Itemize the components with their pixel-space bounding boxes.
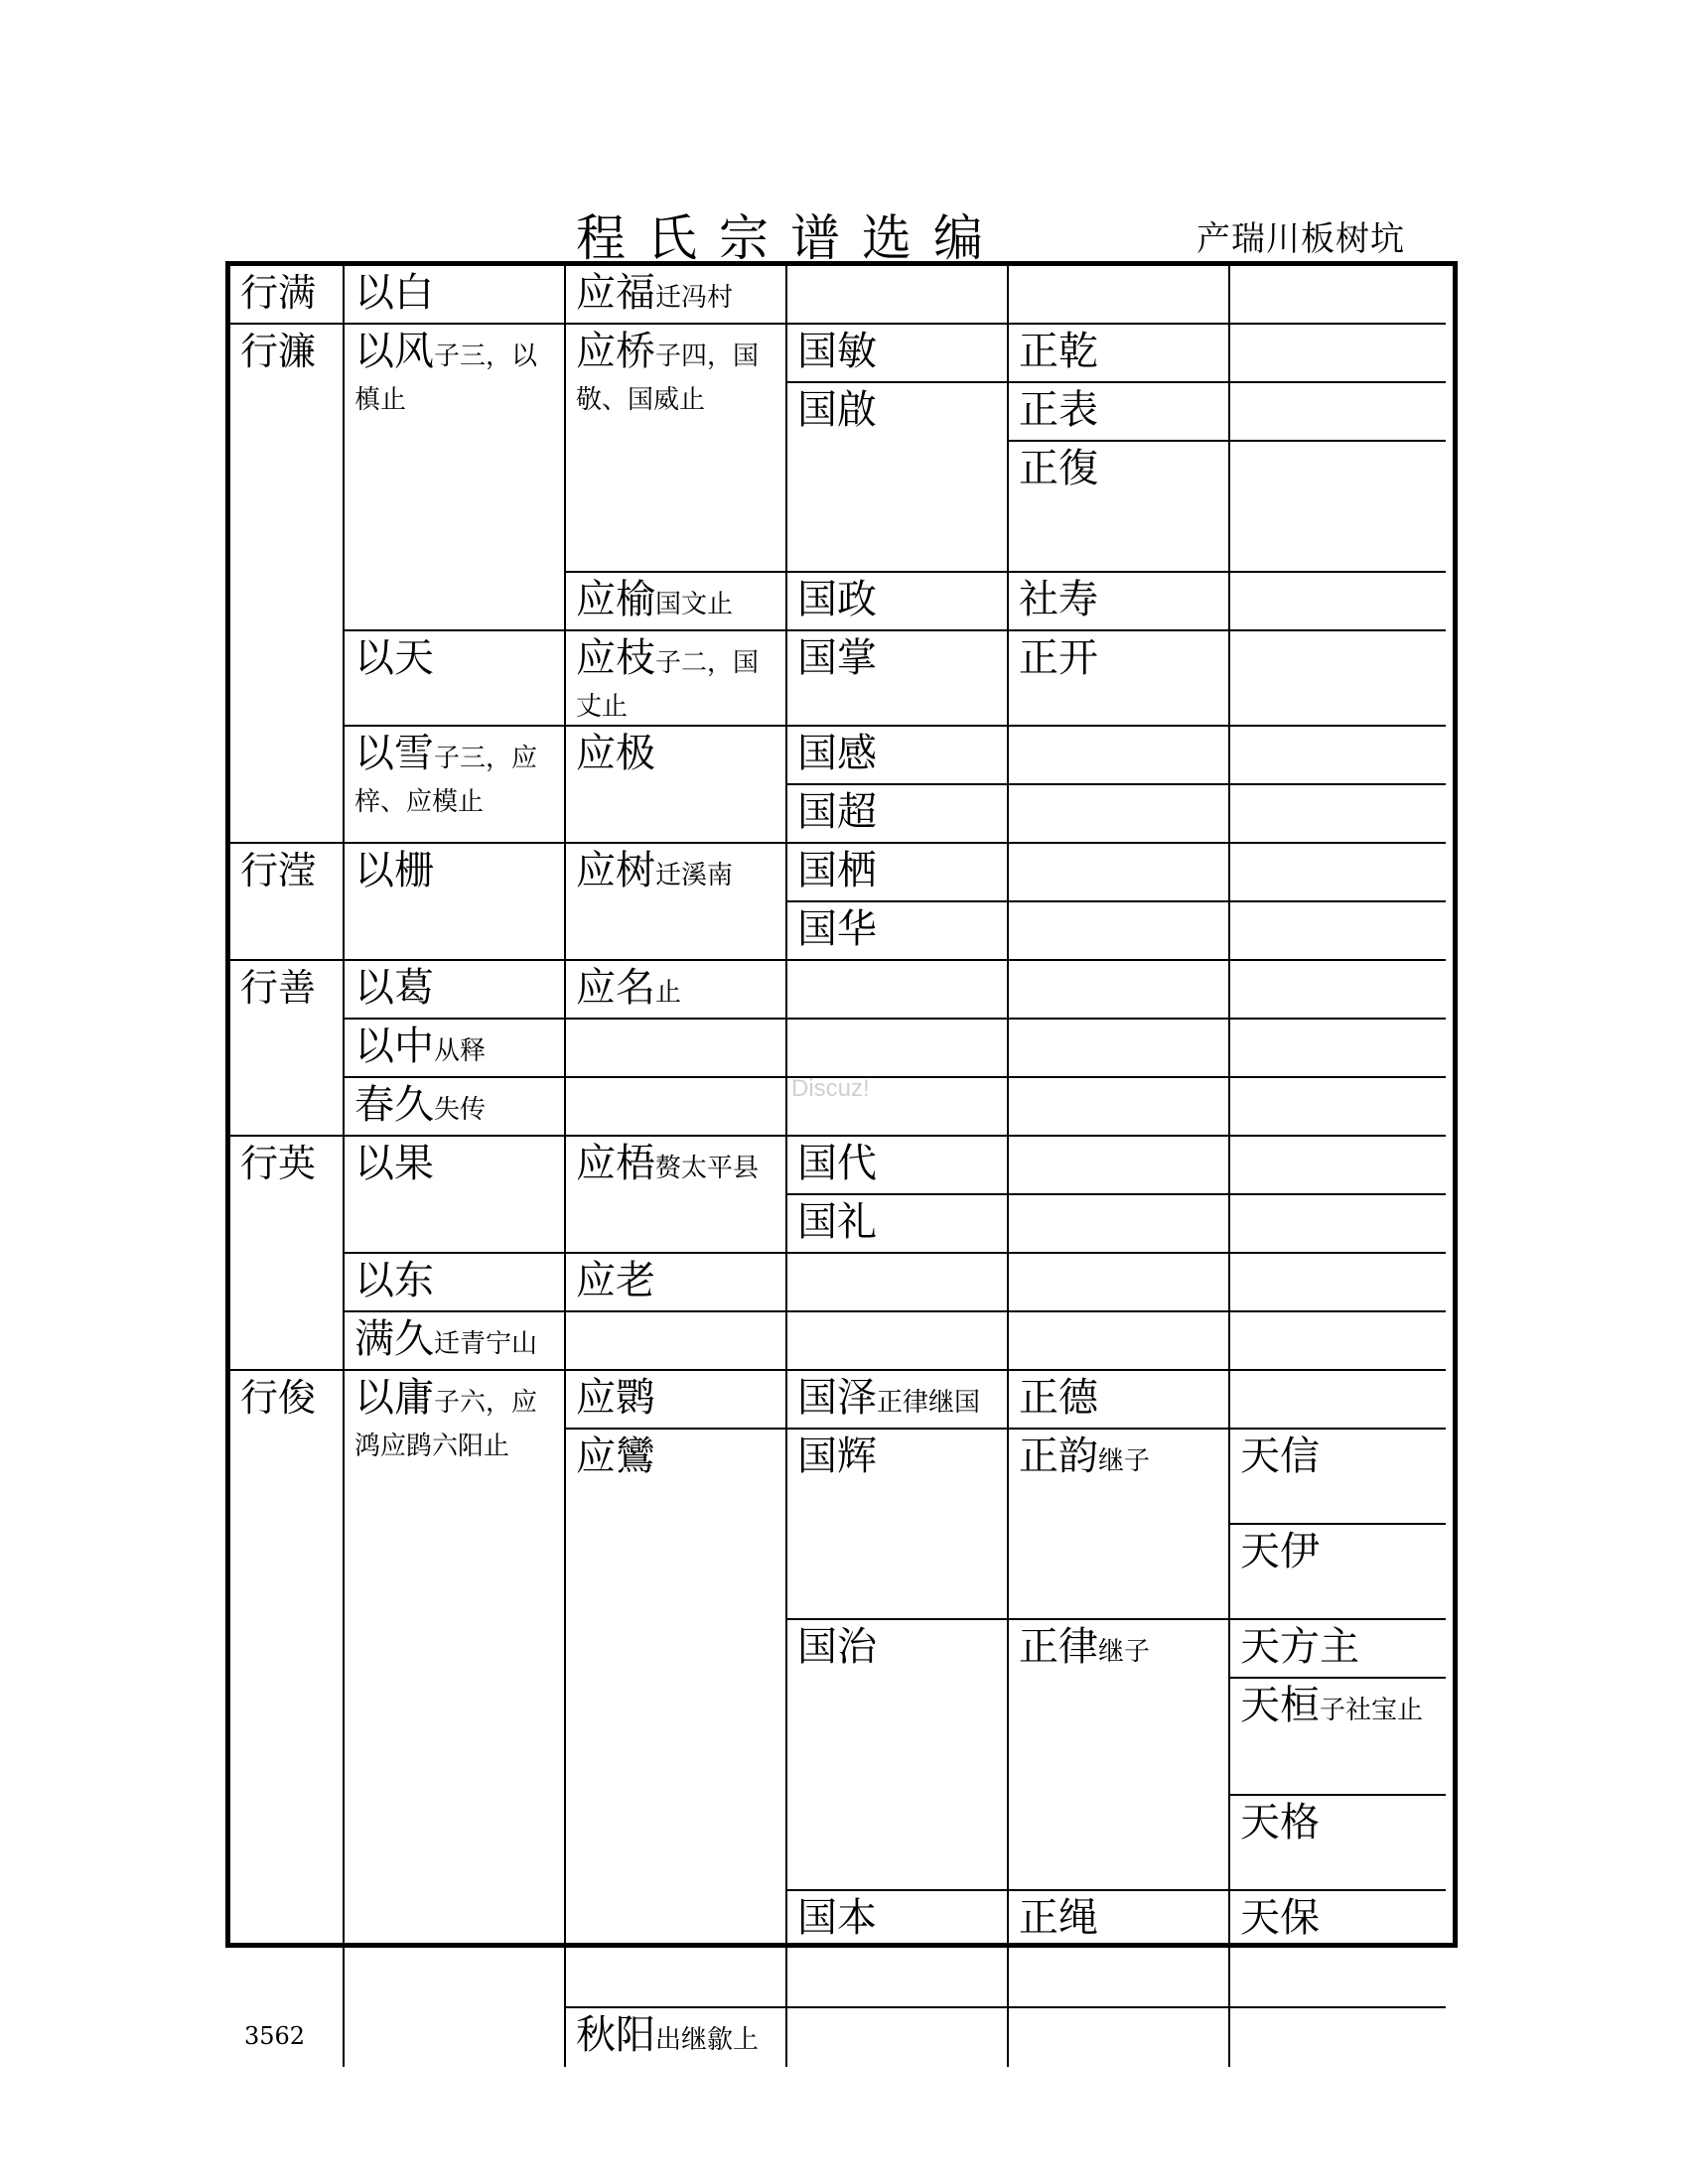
table-cell [345,1312,566,1371]
table-cell [566,2008,787,2067]
person-note: 赘太平县 [655,1154,760,1183]
person-name: 国感 [797,731,877,776]
table-cell [566,727,787,844]
table-cell [345,1078,566,1137]
person-name: 国敏 [797,329,877,374]
person-note: 迁冯村 [655,283,734,313]
table-cell [787,961,1009,1020]
table-cell [1230,1020,1446,1078]
table-cell [345,325,566,631]
person-name: 国泽 [797,1375,877,1421]
table-cell [787,1891,1009,2008]
table-cell [787,1254,1009,1312]
table-cell [1230,1620,1446,1679]
table-cell [1230,727,1446,785]
person-name: 行英 [240,1142,317,1185]
table-cell [1009,631,1230,727]
person-name: 正表 [1019,387,1098,433]
person-name: 以栅 [354,848,434,893]
table-cell [1230,631,1446,727]
generation-cell [230,961,345,1137]
person-name: 行俊 [240,1376,317,1420]
table-cell [1009,1195,1230,1254]
person-name: 社寿 [1019,577,1098,622]
table-cell [1230,844,1446,902]
table-cell [566,1430,787,2008]
table-cell [1009,1620,1230,1891]
person-name: 应鸞 [576,1433,655,1479]
table-cell [566,844,787,961]
table-cell [566,961,787,1020]
table-cell [1230,1195,1446,1254]
table-cell [1230,1430,1446,1525]
table-cell [1230,1525,1446,1620]
person-name: 以庸 [354,1375,434,1421]
table-cell [787,844,1009,902]
person-note: 出继歙上 [655,2025,760,2055]
person-name: 应树 [576,848,655,893]
table-cell [1009,1891,1230,2008]
table-cell [1009,1020,1230,1078]
table-cell [1230,1137,1446,1195]
table-cell [787,383,1009,573]
table-cell [566,1078,787,1137]
table-cell [787,266,1009,325]
table-cell [1230,325,1446,383]
person-name: 应极 [576,731,655,776]
person-note: 子三，应梓、应模止 [354,744,538,817]
table-cell [1009,961,1230,1020]
table-cell [1230,1312,1446,1371]
table-cell [345,1020,566,1078]
person-name: 应老 [576,1258,655,1303]
person-note: 失传 [434,1095,487,1125]
person-name: 国超 [797,789,877,835]
table-cell [787,631,1009,727]
generation-cell [230,1137,345,1371]
table-cell [1230,961,1446,1020]
person-name: 以果 [354,1141,434,1186]
table-cell [566,1137,787,1254]
person-note: 继子 [1098,1637,1151,1667]
page-number: 3562 [244,2022,306,2050]
table-cell [566,631,787,727]
table-cell [345,631,566,727]
table-cell [1009,1254,1230,1312]
table-cell [1009,442,1230,573]
table-cell [345,961,566,1020]
person-note: 迁青宁山 [434,1329,538,1359]
table-cell [1230,383,1446,442]
person-name: 正德 [1019,1375,1098,1421]
person-name: 以东 [354,1258,434,1303]
table-cell [1230,573,1446,631]
table-cell [787,1137,1009,1195]
generation-cell [230,266,345,325]
table-cell [1230,1891,1446,2008]
page-subtitle: 产瑞川板树坑 [1196,219,1405,259]
person-name: 正復 [1019,446,1098,491]
table-cell [1230,902,1446,961]
table-cell [1009,727,1230,785]
table-cell [787,1195,1009,1254]
person-note: 国文止 [655,590,734,619]
table-cell [1230,785,1446,844]
table-cell [1009,325,1230,383]
generation-cell [230,325,345,844]
person-name: 春久 [354,1082,434,1128]
generation-cell [230,844,345,961]
person-name: 正绳 [1019,1895,1098,1941]
table-cell [1009,573,1230,631]
table-cell [1230,1254,1446,1312]
person-name: 应枝 [576,635,655,681]
person-name: 天桓 [1240,1683,1320,1728]
table-cell [787,573,1009,631]
person-note: 子四，国敬、国威止 [576,341,760,415]
person-name: 应鹮 [576,1375,655,1421]
person-name: 以天 [354,635,434,681]
table-cell [787,1371,1009,1430]
person-name: 国治 [797,1624,877,1670]
table-cell [345,844,566,961]
table-cell [1009,1430,1230,1620]
table-cell [1009,844,1230,902]
person-name: 满久 [354,1316,434,1362]
generation-cell [230,1371,345,2067]
person-name: 以白 [354,270,434,316]
table-cell [1009,1137,1230,1195]
table-cell [1230,442,1446,573]
table-cell [566,573,787,631]
table-cell [1009,1078,1230,1137]
person-name: 应名 [576,965,655,1011]
person-note: 从释 [434,1036,487,1066]
watermark: Discuz! [791,1075,870,1102]
page-title: 程氏宗谱选编 [576,209,1005,267]
person-name: 国华 [797,906,877,952]
person-name: 国栖 [797,848,877,893]
person-note: 迁溪南 [655,861,734,890]
table-cell [787,727,1009,785]
table-cell [345,1254,566,1312]
table-cell [1009,1371,1230,1430]
table-cell [1230,1371,1446,1430]
person-name: 正开 [1019,635,1098,681]
person-name: 以雪 [354,731,434,776]
person-note: 子二，国丈止 [576,648,760,722]
table-cell [1009,266,1230,325]
person-name: 天信 [1240,1433,1320,1479]
person-note: 子三，以槙止 [354,341,538,415]
table-cell [787,1312,1009,1371]
person-name: 以中 [354,1024,434,1069]
table-cell [566,1371,787,1430]
person-name: 以风 [354,329,434,374]
table-cell [787,325,1009,383]
person-name: 正乾 [1019,329,1098,374]
table-cell [345,266,566,325]
table-cell [787,902,1009,961]
table-cell [345,1137,566,1254]
person-name: 正韵 [1019,1433,1098,1479]
person-note: 止 [655,978,682,1008]
person-name: 国代 [797,1141,877,1186]
table-cell [787,785,1009,844]
table-cell [1230,1679,1446,1796]
person-name: 国啟 [797,387,877,433]
person-name: 行善 [240,966,317,1010]
table-cell [1009,1312,1230,1371]
table-cell [787,1430,1009,1620]
person-name: 应桥 [576,329,655,374]
table-cell [566,325,787,573]
person-name: 国本 [797,1895,877,1941]
person-note: 子六，应鸿应鹍六阳止 [354,1388,538,1461]
person-name: 应榆 [576,577,655,622]
person-name: 天方主 [1240,1624,1359,1670]
person-name: 正律 [1019,1624,1098,1670]
person-name: 天伊 [1240,1529,1320,1574]
person-note: 正律继国 [877,1388,981,1418]
person-name: 天保 [1240,1895,1320,1941]
table-cell [345,1371,566,2067]
table-cell [1009,383,1230,442]
table-cell [345,727,566,844]
table-cell [787,1620,1009,1891]
person-name: 行滢 [240,849,317,892]
table-cell [1230,266,1446,325]
table-cell [1009,785,1230,844]
table-cell [787,1020,1009,1078]
table-cell [1009,902,1230,961]
person-name: 天格 [1240,1800,1320,1845]
person-name: 以葛 [354,965,434,1011]
person-name: 国礼 [797,1199,877,1245]
person-name: 秋阳 [576,2012,655,2058]
person-name: 行濂 [240,330,317,373]
person-name: 应福 [576,270,655,316]
person-name: 国政 [797,577,877,622]
table-cell [566,1312,787,1371]
table-cell [1009,2008,1230,2067]
table-cell [787,2008,1009,2067]
person-note: 子社宝止 [1320,1696,1424,1725]
table-cell [1230,1796,1446,1891]
table-cell [566,1020,787,1078]
person-name: 国掌 [797,635,877,681]
person-name: 应梧 [576,1141,655,1186]
table-cell [1230,1078,1446,1137]
person-name: 国辉 [797,1433,877,1479]
table-cell [1230,2008,1446,2067]
person-name: 行满 [240,271,317,315]
table-cell [566,266,787,325]
person-note: 继子 [1098,1446,1151,1476]
table-cell [566,1254,787,1312]
